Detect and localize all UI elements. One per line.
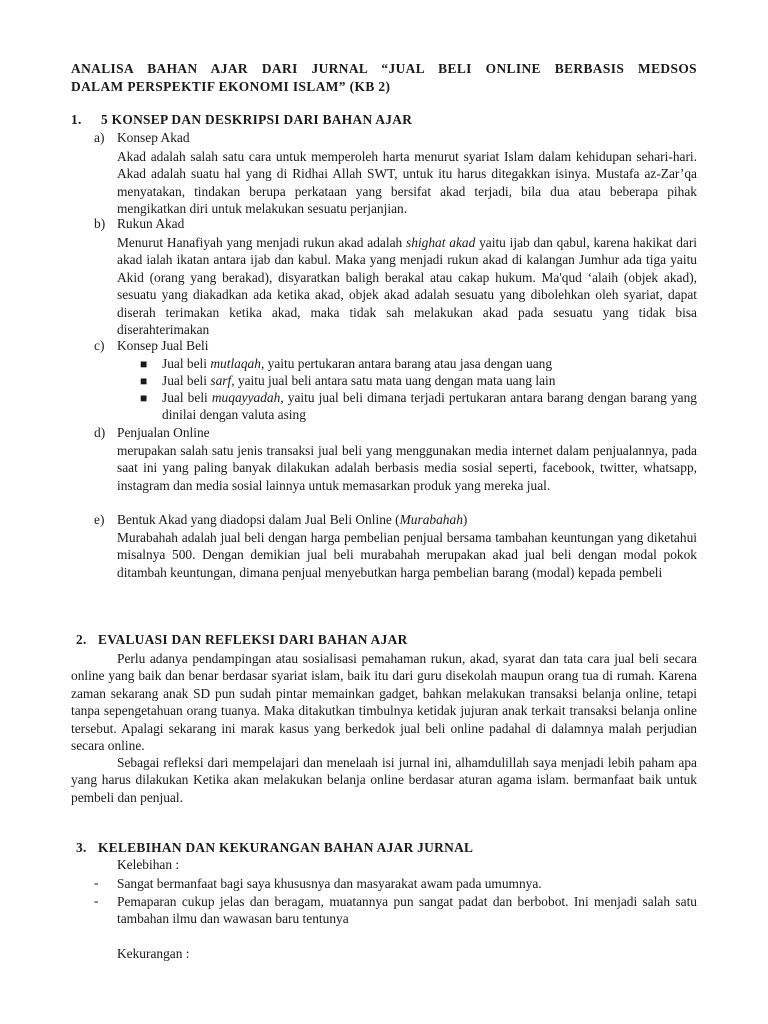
item-b-marker: b) xyxy=(94,216,106,231)
item-b-label: Rukun Akad xyxy=(117,216,185,231)
bullet-item: Jual beli muqayyadah, yaitu jual beli dimana terjadi pertukaran antara barang dengan barang yang dinilai dengan valuta asing xyxy=(162,390,697,423)
bullet-item: Jual beli sarf, yaitu jual beli antara satu mata uang dengan mata uang lain xyxy=(162,373,556,388)
kelebihan-item: Pemaparan cukup jelas dan beragam, muatannya pun sangat padat dan berbobot. Ini menjadi salah satu tambahan ilmu dan wawasan baru tentunya xyxy=(117,894,697,927)
item-c-marker: c) xyxy=(94,338,105,353)
bullet-square-icon: ■ xyxy=(140,374,148,388)
bullet-item: Jual beli mutlaqah, yaitu pertukaran antara barang atau jasa dengan uang xyxy=(162,356,553,371)
item-e-marker: e) xyxy=(94,512,105,527)
title-line-1: ANALISA BAHAN AJAR DARI JURNAL “JUAL BELI ONLINE BERBASIS MEDSOS xyxy=(71,61,697,76)
item-a-text: Akad adalah salah satu cara untuk memperoleh harta menurut syariat Islam dalam kehidupan sehari-hari. Akad adalah suatu hal yang di Ridhai Allah SWT, untuk itu harus ditegakkan isinya. Mustafa az-Zar’qa menyatakan, tindakan berupa perkataan yang bersifat akad terjadi, bila dua atau beberapa pihak mengikatkan diri untuk melakukan sesuatu perjanjian. xyxy=(117,149,697,217)
section-2-number: 2. xyxy=(76,632,87,647)
kekurangan-label: Kekurangan : xyxy=(117,946,190,961)
bullet-square-icon: ■ xyxy=(140,357,148,371)
item-a-label: Konsep Akad xyxy=(117,130,190,145)
section-2-paragraph-2: Sebagai refleksi dari mempelajari dan menelaah isi jurnal ini, alhamdulillah saya menjadi lebih paham apa yang harus dilakukan Ketika akan melakukan belanja online berdasar aturan agama islam. bermanfaat baik untuk pembeli dan penjual. xyxy=(71,755,697,805)
item-d-marker: d) xyxy=(94,425,106,440)
item-c-label: Konsep Jual Beli xyxy=(117,338,209,353)
kelebihan-label: Kelebihan : xyxy=(117,857,180,872)
section-2-paragraph-1: Perlu adanya pendampingan atau sosialisasi pemahaman rukun, akad, syarat dan tata cara jual beli secara online yang baik dan benar berdasar syariat islam, baik itu dari guru disekolah maupun orang tua di rumah. Karena zaman sekarang anak SD pun sudah pintar memainkan gadget, bahkan melakukan transaksi belanja online, tetapi tanpa sepengetahuan orang tuanya. Maka ditakutkan timbulnya ketidak jujuran anak terkait transaksi belanja online tersebut. Apalagi sekarang ini marak kasus yang berkedok jual beli online padahal di dalamnya malah perjudian secara online. xyxy=(71,651,697,754)
title-line-2: DALAM PERSPEKTIF EKONOMI ISLAM” (KB 2) xyxy=(71,78,391,94)
term-shighat-akad: shighat akad xyxy=(406,235,476,250)
dash-marker: - xyxy=(94,875,99,890)
item-d-label: Penjualan Online xyxy=(117,425,210,440)
bullet-square-icon: ■ xyxy=(140,391,148,405)
document-title xyxy=(71,60,697,95)
section-1-number: 1. xyxy=(71,112,82,127)
item-e-label: Bentuk Akad yang diadopsi dalam Jual Beli Online (Murabahah) xyxy=(117,512,468,527)
section-2-heading: EVALUASI DAN REFLEKSI DARI BAHAN AJAR xyxy=(98,632,408,647)
section-3-number: 3. xyxy=(76,840,87,855)
section-3-heading: KELEBIHAN DAN KEKURANGAN BAHAN AJAR JURNAL xyxy=(98,840,474,855)
item-e-text: Murabahah adalah jual beli dengan harga pembelian penjual bersama tambahan keuntungan yang diketahui misalnya 500. Dengan demikian jual beli murabahah merupakan akad jual beli dengan modal pokok ditambah keuntungan, dimana penjual menyebutkan harga pembelian barang (modal) kepada pembeli xyxy=(117,530,697,580)
section-1-heading: 5 KONSEP DAN DESKRIPSI DARI BAHAN AJAR xyxy=(101,112,413,127)
item-b-text: Menurut Hanafiyah yang menjadi rukun akad adalah shighat akad yaitu ijab dan qabul, karena hakikat dari akad ialah ikatan antara ijab dan kabul. Maka yang menjadi rukun akad di kalangan Jumhur ada tiga yaitu Akid (orang yang berakad), disyaratkan baligh berakal atau cakap hukum. Ma'qud ‘alaih (objek akad), sesuatu yang diakadkan ada ketika akad, objek akad adalah sesuatu yang dibolehkan oleh syariat, dapat diserah terimakan ketika akad, maka tidak sah melakukan akad pada sesuatu yang tidak bisa diserahterimakan xyxy=(117,235,698,338)
item-a-marker: a) xyxy=(94,130,105,145)
dash-marker: - xyxy=(94,893,99,908)
kelebihan-item: Sangat bermanfaat bagi saya khususnya dan masyarakat awam pada umumnya. xyxy=(117,876,542,891)
item-d-text: merupakan salah satu jenis transaksi jual beli yang menggunakan media internet dalam penjualannya, pada saat ini yang paling banyak dilakukan adalah berbasis media sosial seperti, facebook, twitter, whatsapp, instagram dan media sosial lainnya untuk memasarkan produk yang mereka jual. xyxy=(117,443,697,493)
